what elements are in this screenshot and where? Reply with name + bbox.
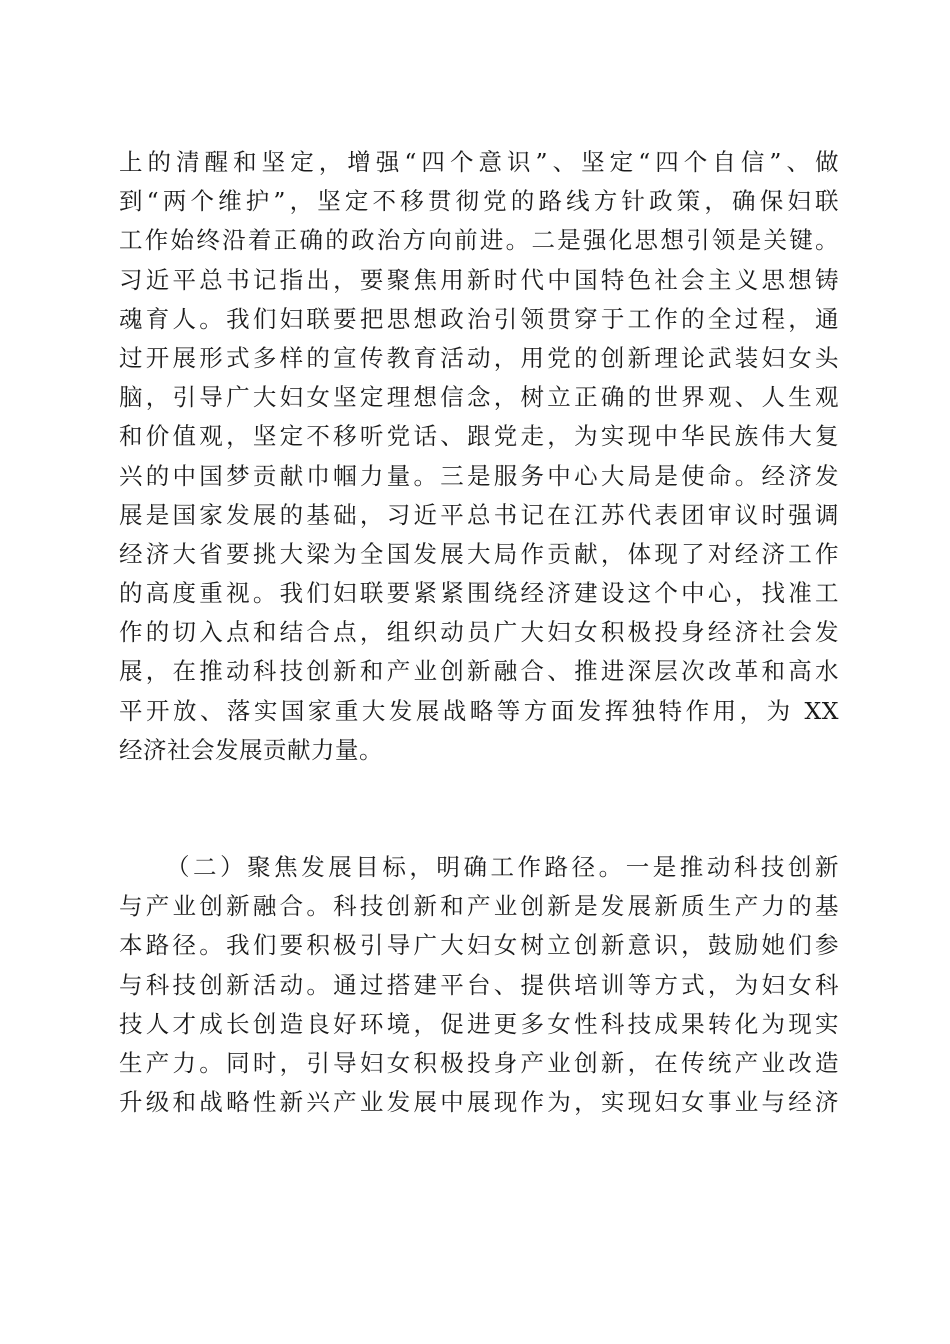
text-line: 魂育人。我们妇联要把思想政治引领贯穿于工作的全过程，通 <box>119 304 839 333</box>
text-line: 脑，引导广大妇女坚定理想信念，树立正确的世界观、人生观 <box>119 383 839 412</box>
text-line: 和价值观，坚定不移听党话、跟党走，为实现中华民族伟大复 <box>119 422 839 451</box>
text-line: 工作始终沿着正确的政治方向前进。二是强化思想引领是关键。 <box>119 226 839 255</box>
text-line: 平开放、落实国家重大发展战略等方面发挥独特作用，为 XX <box>119 696 839 725</box>
text-line: 作的切入点和结合点，组织动员广大妇女积极投身经济社会发 <box>119 618 839 647</box>
paragraph-1 <box>119 143 839 770</box>
text-line: 过开展形式多样的宣传教育活动，用党的创新理论武装妇女头 <box>119 343 839 372</box>
text-line: 与产业创新融合。科技创新和产业创新是发展新质生产力的基 <box>119 892 839 921</box>
text-line: 到“两个维护”，坚定不移贯彻党的路线方针政策，确保妇联 <box>119 187 839 216</box>
text-line: 生产力。同时，引导妇女积极投身产业创新，在传统产业改造 <box>119 1048 839 1077</box>
text-line: 与科技创新活动。通过搭建平台、提供培训等方式，为妇女科 <box>119 970 839 999</box>
text-line: 本路径。我们要积极引导广大妇女树立创新意识，鼓励她们参 <box>119 931 839 960</box>
text-line: 的高度重视。我们妇联要紧紧围绕经济建设这个中心，找准工 <box>119 579 839 608</box>
text-line: 展，在推动科技创新和产业创新融合、推进深层次改革和高水 <box>119 657 839 686</box>
text-line: （二）聚焦发展目标，明确工作路径。一是推动科技创新 <box>166 853 839 881</box>
text-line: 上的清醒和坚定，增强“四个意识”、坚定“四个自信”、做 <box>119 148 839 176</box>
text-line: 兴的中国梦贡献巾帼力量。三是服务中心大局是使命。经济发 <box>119 461 839 490</box>
text-line: 技人才成长创造良好环境，促进更多女性科技成果转化为现实 <box>119 1009 839 1038</box>
text-line: 习近平总书记指出，要聚焦用新时代中国特色社会主义思想铸 <box>119 265 839 294</box>
text-line: 升级和战略性新兴产业发展中展现作为，实现妇女事业与经济 <box>119 1088 839 1117</box>
text-line: 经济大省要挑大梁为全国发展大局作贡献，体现了对经济工作 <box>119 539 839 568</box>
text-line: 经济社会发展贡献力量。 <box>119 735 383 764</box>
text-line: 展是国家发展的基础，习近平总书记在江苏代表团审议时强调 <box>119 500 839 529</box>
paragraph-2 <box>119 848 839 1122</box>
